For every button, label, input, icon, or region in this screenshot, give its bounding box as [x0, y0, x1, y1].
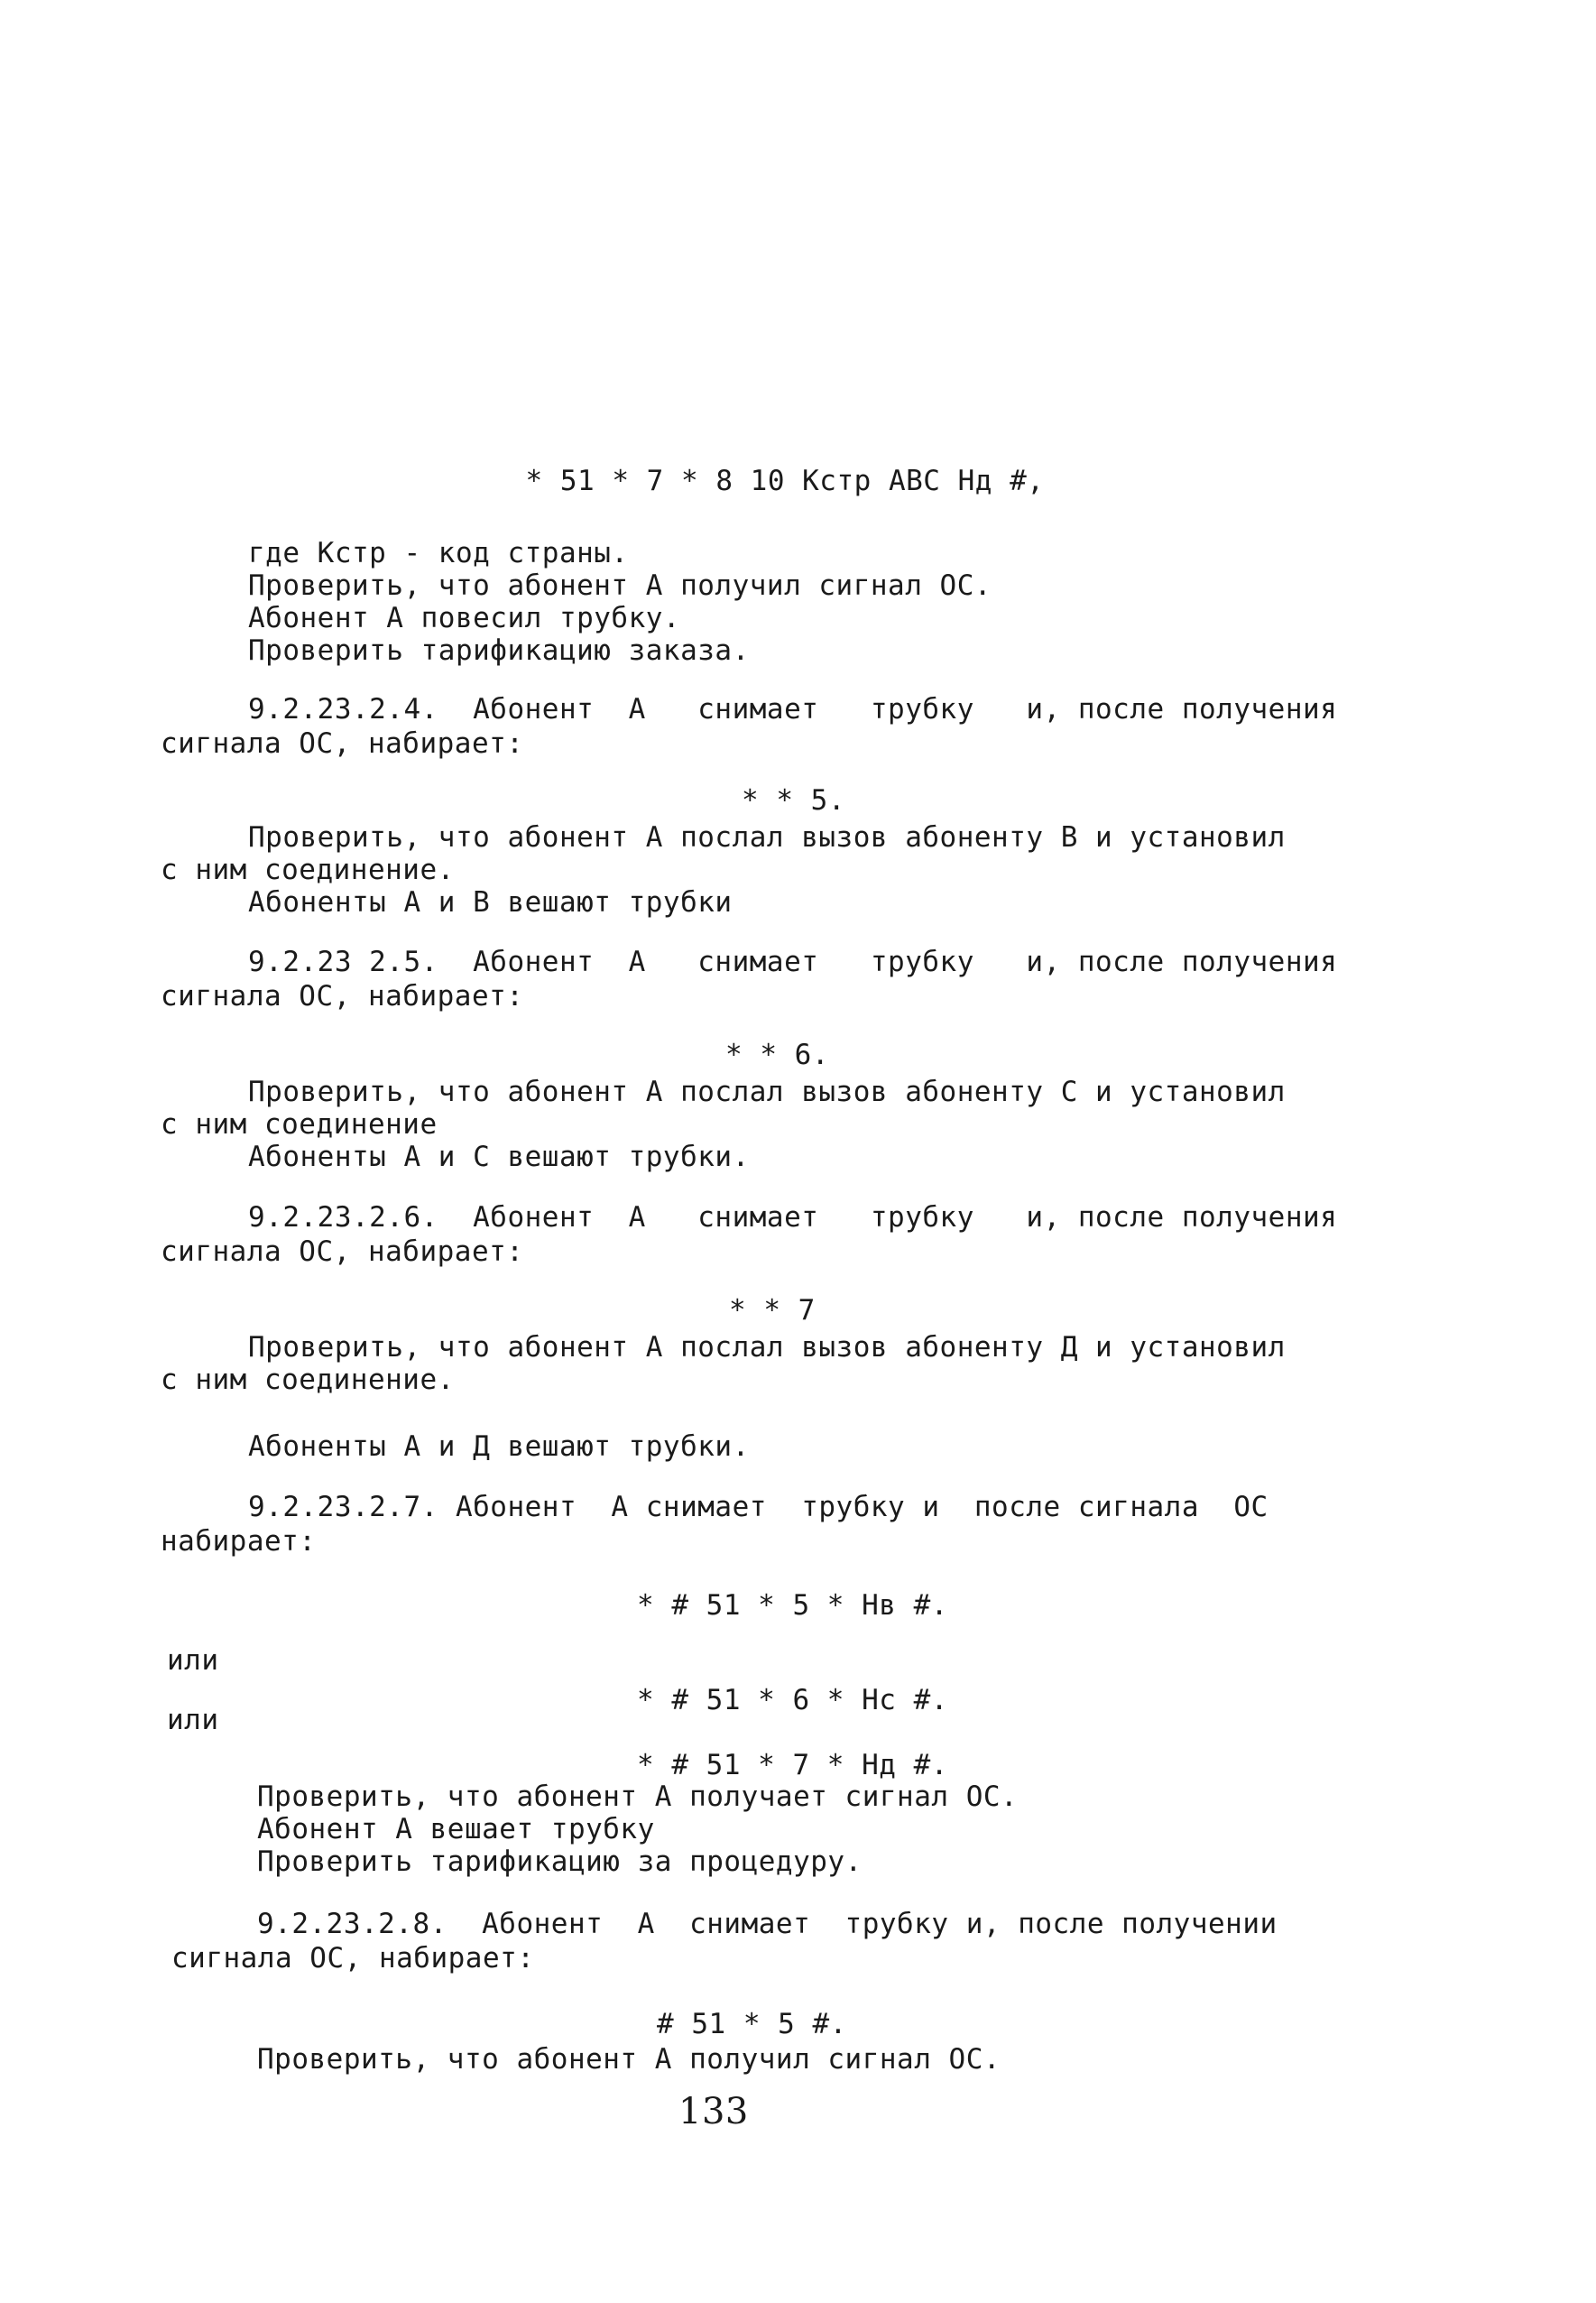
text-line: сигнала ОС, набирает: — [161, 727, 524, 760]
text-line: с ним соединение — [161, 1108, 438, 1141]
dial-sequence: * # 51 * 5 * Нв #. — [637, 1589, 948, 1622]
or-label: или — [167, 1704, 219, 1736]
text-line: с ним соединение. — [161, 854, 455, 886]
text-line: Проверить тарификацию заказа. — [248, 634, 750, 667]
text-line: Проверить, что абонент А получил сигнал ОС. — [248, 569, 992, 602]
text-line: Абонент А повесил трубку. — [248, 602, 681, 634]
text-line: Проверить, что абонент А получает сигнал ОС. — [257, 1780, 1019, 1813]
text-line: сигнала ОС, набирает: — [161, 980, 524, 1013]
text-line: Проверить, что абонент А получил сигнал ОС. — [257, 2043, 1001, 2076]
dial-sequence: * * 5. — [742, 784, 845, 817]
text-line: Проверить, что абонент А послал вызов абоненту С и установил — [248, 1076, 1286, 1108]
or-label: или — [167, 1644, 219, 1677]
text-line: сигнала ОС, набирает: — [161, 1235, 524, 1268]
text-line: Абонент А вешает трубку — [257, 1813, 655, 1845]
text-line: Проверить, что абонент А послал вызов абоненту Д и установил — [248, 1331, 1286, 1364]
text-line: с ним соединение. — [161, 1364, 455, 1396]
page-number: 133 — [678, 2091, 749, 2132]
text-line: Абоненты А и Д вешают трубки. — [248, 1430, 750, 1463]
dial-sequence: * 51 * 7 * 8 10 Кстр АВС Нд #, — [525, 465, 1045, 497]
paragraph-heading: 9.2.23 2.5. Абонент А снимает трубку и, после получения — [248, 946, 1338, 978]
dial-sequence: * * 7 — [729, 1294, 816, 1327]
text-line: Проверить тарификацию за процедуру. — [257, 1845, 863, 1878]
text-line: Абоненты А и В вешают трубки — [248, 886, 733, 919]
text-line: набирает: — [161, 1525, 317, 1558]
text-line: Проверить, что абонент А послал вызов абоненту В и установил — [248, 821, 1286, 854]
paragraph-heading: 9.2.23.2.4. Абонент А снимает трубку и, после получения — [248, 693, 1338, 726]
dial-sequence: * * 6. — [725, 1039, 829, 1071]
dial-sequence: * # 51 * 7 * Нд #. — [637, 1749, 948, 1781]
dial-sequence: # 51 * 5 #. — [657, 2008, 847, 2040]
text-line: Абоненты А и С вешают трубки. — [248, 1141, 750, 1173]
paragraph-heading: 9.2.23.2.8. Абонент А снимает трубку и, после получении — [257, 1908, 1278, 1940]
paragraph-heading: 9.2.23.2.7. Абонент А снимает трубку и после сигнала ОС — [248, 1491, 1268, 1523]
text-line: сигнала ОС, набирает: — [171, 1942, 535, 1975]
text-line: где Кстр - код страны. — [248, 537, 629, 569]
paragraph-heading: 9.2.23.2.6. Абонент А снимает трубку и, после получения — [248, 1201, 1338, 1234]
dial-sequence: * # 51 * 6 * Нс #. — [637, 1684, 948, 1716]
